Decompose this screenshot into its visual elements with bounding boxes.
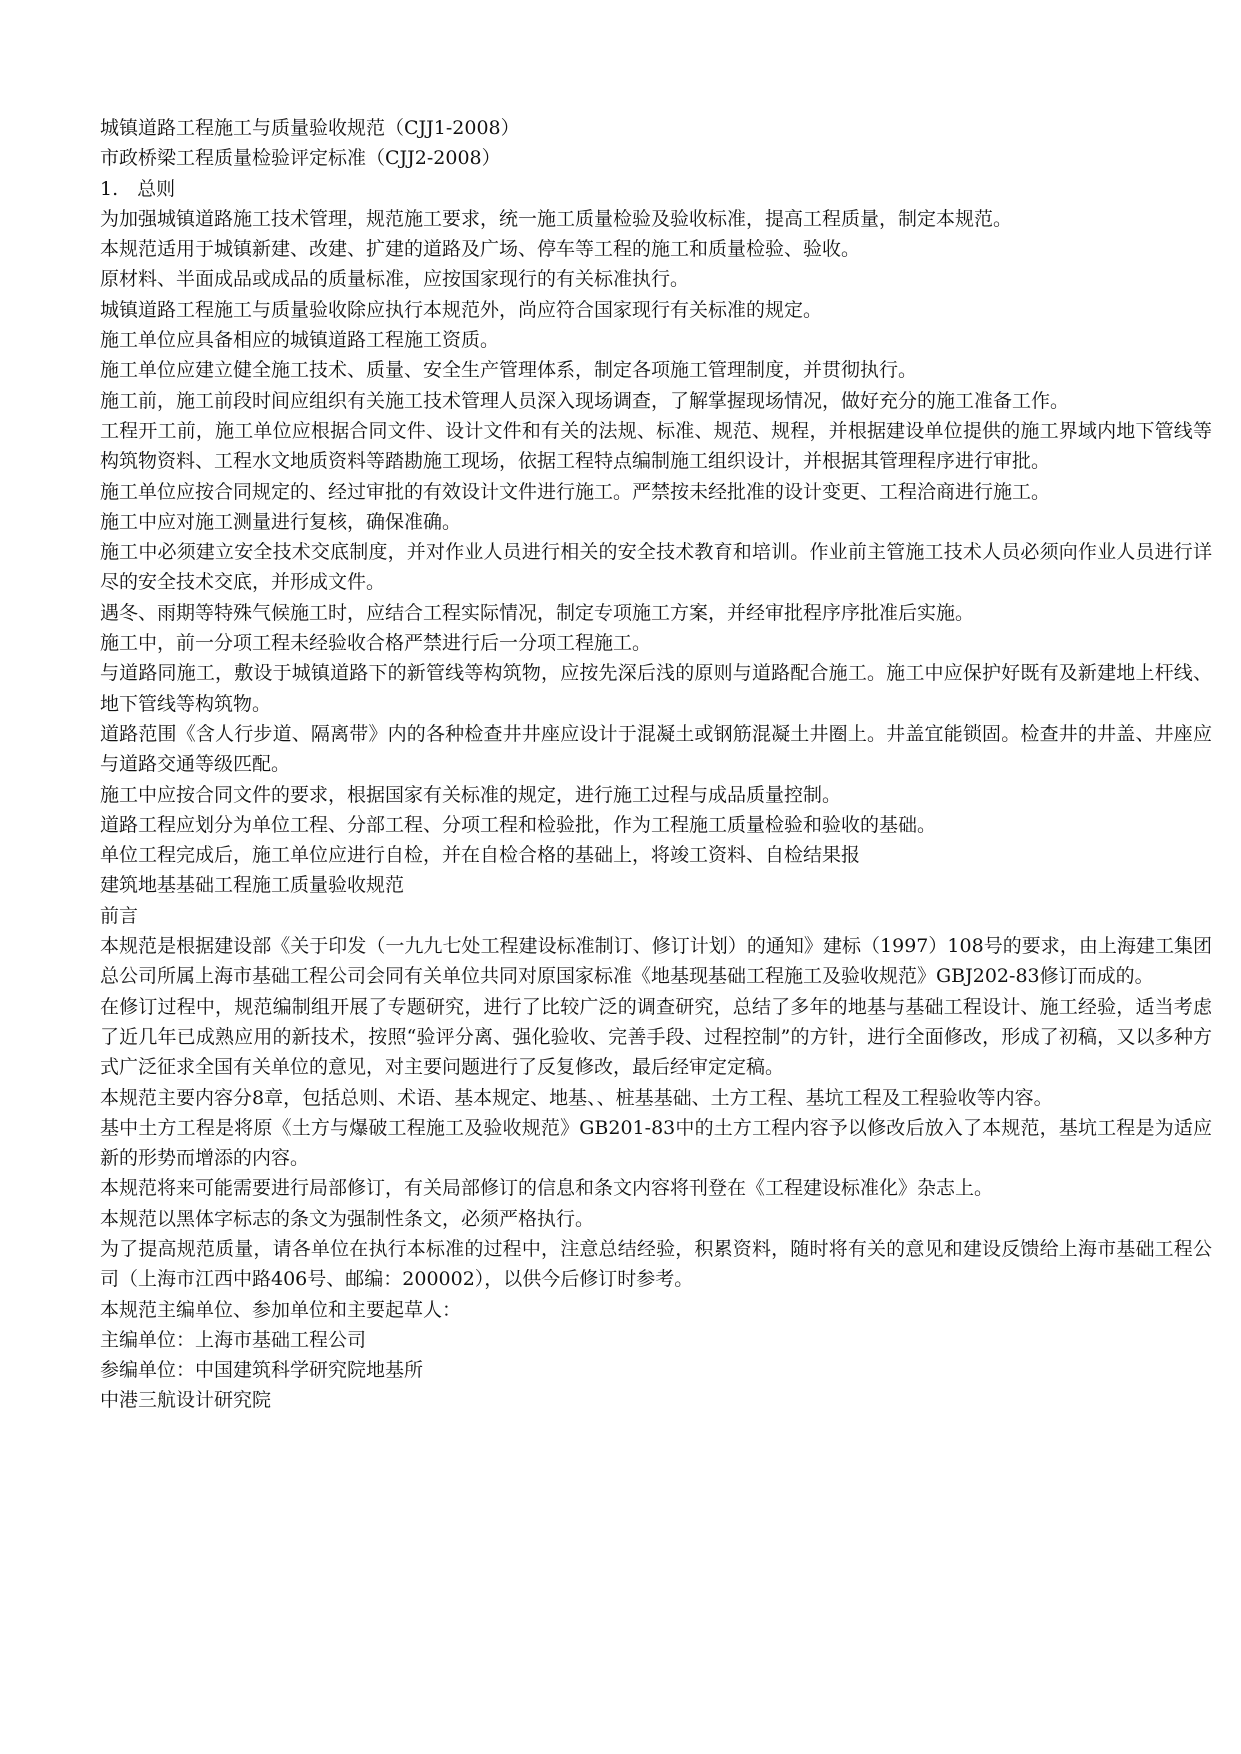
- paragraph: 施工中应对施工测量进行复核，确保准确。: [100, 510, 462, 533]
- paragraph: 施工单位应建立健全施工技术、质量、安全生产管理体系，制定各项施工管理制度，并贯彻执行。: [100, 359, 918, 382]
- paragraph: 施工中必须建立安全技术交底制度，并对作业人员进行相关的安全技术教育和培训。作业前主管施工技术人员必须向作业人员进行详尽的安全技术交底，并形成文件。: [100, 541, 1212, 594]
- paragraph: 道路范围《含人行步道、隔离带》内的各种检查井井座应设计于混凝土或钢筋混凝土井圈上。井盖宜能锁固。检查井的井盖、井座应与道路交通等级匹配。: [100, 722, 1212, 776]
- paragraph: 道路工程应划分为单位工程、分部工程、分项工程和检验批，作为工程施工质量检验和验收的基础。: [100, 813, 937, 836]
- paragraph: 遇冬、雨期等特殊气候施工时，应结合工程实际情况，制定专项施工方案，并经审批程序序批准后实施。: [100, 601, 975, 624]
- paragraph: 本规范是根据建设部《关于印发（一九九七处工程建设标准制订、修订计划）的通知》建标（1997）108号的要求，由上海建工集团总公司所属上海市基础工程公司会同有关单位共同对原国家标准《地基现基础工程施工及验收规范》GBJ202-83修订而成的。: [100, 935, 1212, 988]
- paragraph: 城镇道路工程施工与质量验收除应执行本规范外，尚应符合国家现行有关标准的规定。: [100, 298, 823, 321]
- doc-title-bridge-standard: 市政桥梁工程质量检验评定标准（CJJ2-2008）: [100, 147, 501, 170]
- paragraph: 基中土方工程是将原《土方与爆破工程施工及验收规范》GB201-83中的土方工程内容予以修改后放入了本规范，基坑工程是为适应新的形势而增添的内容。: [100, 1116, 1212, 1170]
- chief-editor-unit: 主编单位：上海市基础工程公司: [100, 1328, 367, 1351]
- paragraph: 工程开工前，施工单位应根据合同文件、设计文件和有关的法规、标准、规范、规程，并根据建设单位提供的施工界域内地下管线等构筑物资料、工程水文地质资料等踏勘施工现场，依据工程特点编制施工组织设计，并根据其管理程序进行审批。: [100, 419, 1212, 473]
- paragraph: 施工前，施工前段时间应组织有关施工技术管理人员深入现场调查，了解掌握现场情况，做好充分的施工准备工作。: [100, 389, 1070, 412]
- paragraph: 本规范适用于城镇新建、改建、扩建的道路及广场、停车等工程的施工和质量检验、验收。: [100, 238, 861, 261]
- paragraph: 本规范主编单位、参加单位和主要起草人：: [100, 1298, 462, 1321]
- paragraph: 为了提高规范质量，请各单位在执行本标准的过程中，注意总结经验，积累资料，随时将有关的意见和建设反馈给上海市基础工程公司（上海市江西中路406号、邮编：200002），以供今后修订时参考。: [100, 1237, 1212, 1291]
- paragraph: 本规范以黑体字标志的条文为强制性条文，必须严格执行。: [100, 1207, 595, 1230]
- paragraph: 本规范将来可能需要进行局部修订，有关局部修订的信息和条文内容将刊登在《工程建设标准化》杂志上。: [100, 1177, 994, 1200]
- paragraph: 原材料、半面成品或成品的质量标准，应按国家现行的有关标准执行。: [100, 268, 690, 291]
- section-heading-preface: 前言: [100, 904, 139, 927]
- document-page: [100, 113, 1212, 1416]
- paragraph: 施工单位应按合同规定的、经过审批的有效设计文件进行施工。严禁按未经批准的设计变更、工程洽商进行施工。: [100, 480, 1051, 503]
- paragraph: 施工中，前一分项工程未经验收合格严禁进行后一分项工程施工。: [100, 632, 652, 655]
- doc-title-road-spec: 城镇道路工程施工与质量验收规范（CJJ1-2008）: [100, 117, 520, 139]
- paragraph: 与道路同施工，敷设于城镇道路下的新管线等构筑物，应按先深后浅的原则与道路配合施工。施工中应保护好既有及新建地上杆线、地下管线等构筑物。: [100, 662, 1212, 715]
- section-heading-general: 1. 总则: [100, 177, 176, 200]
- participating-unit: 中港三航设计研究院: [100, 1389, 272, 1412]
- paragraph: 单位工程完成后，施工单位应进行自检，并在自检合格的基础上，将竣工资料、自检结果报: [100, 844, 861, 867]
- paragraph: 施工中应按合同文件的要求，根据国家有关标准的规定，进行施工过程与成品质量控制。: [100, 783, 842, 806]
- paragraph: 本规范主要内容分8章，包括总则、术语、基本规定、地基、、桩基基础、土方工程、基坑工程及工程验收等内容。: [100, 1086, 1053, 1109]
- doc-title-foundation-spec: 建筑地基基础工程施工质量验收规范: [100, 874, 405, 897]
- participating-unit: 参编单位：中国建筑科学研究院地基所: [100, 1359, 424, 1382]
- paragraph: 在修订过程中，规范编制组开展了专题研究，进行了比较广泛的调查研究，总结了多年的地基与基础工程设计、施工经验，适当考虑了近几年已成熟应用的新技术，按照“验评分离、强化验收、完善手段、过程控制”的方针，进行全面修改，形成了初稿，又以多种方式广泛征求全国有关单位的意见，对主要问题进行了反复修改，最后经审定定稿。: [100, 995, 1212, 1079]
- paragraph: 为加强城镇道路施工技术管理，规范施工要求，统一施工质量检验及验收标准，提高工程质量，制定本规范。: [100, 207, 1013, 230]
- paragraph: 施工单位应具备相应的城镇道路工程施工资质。: [100, 329, 500, 352]
